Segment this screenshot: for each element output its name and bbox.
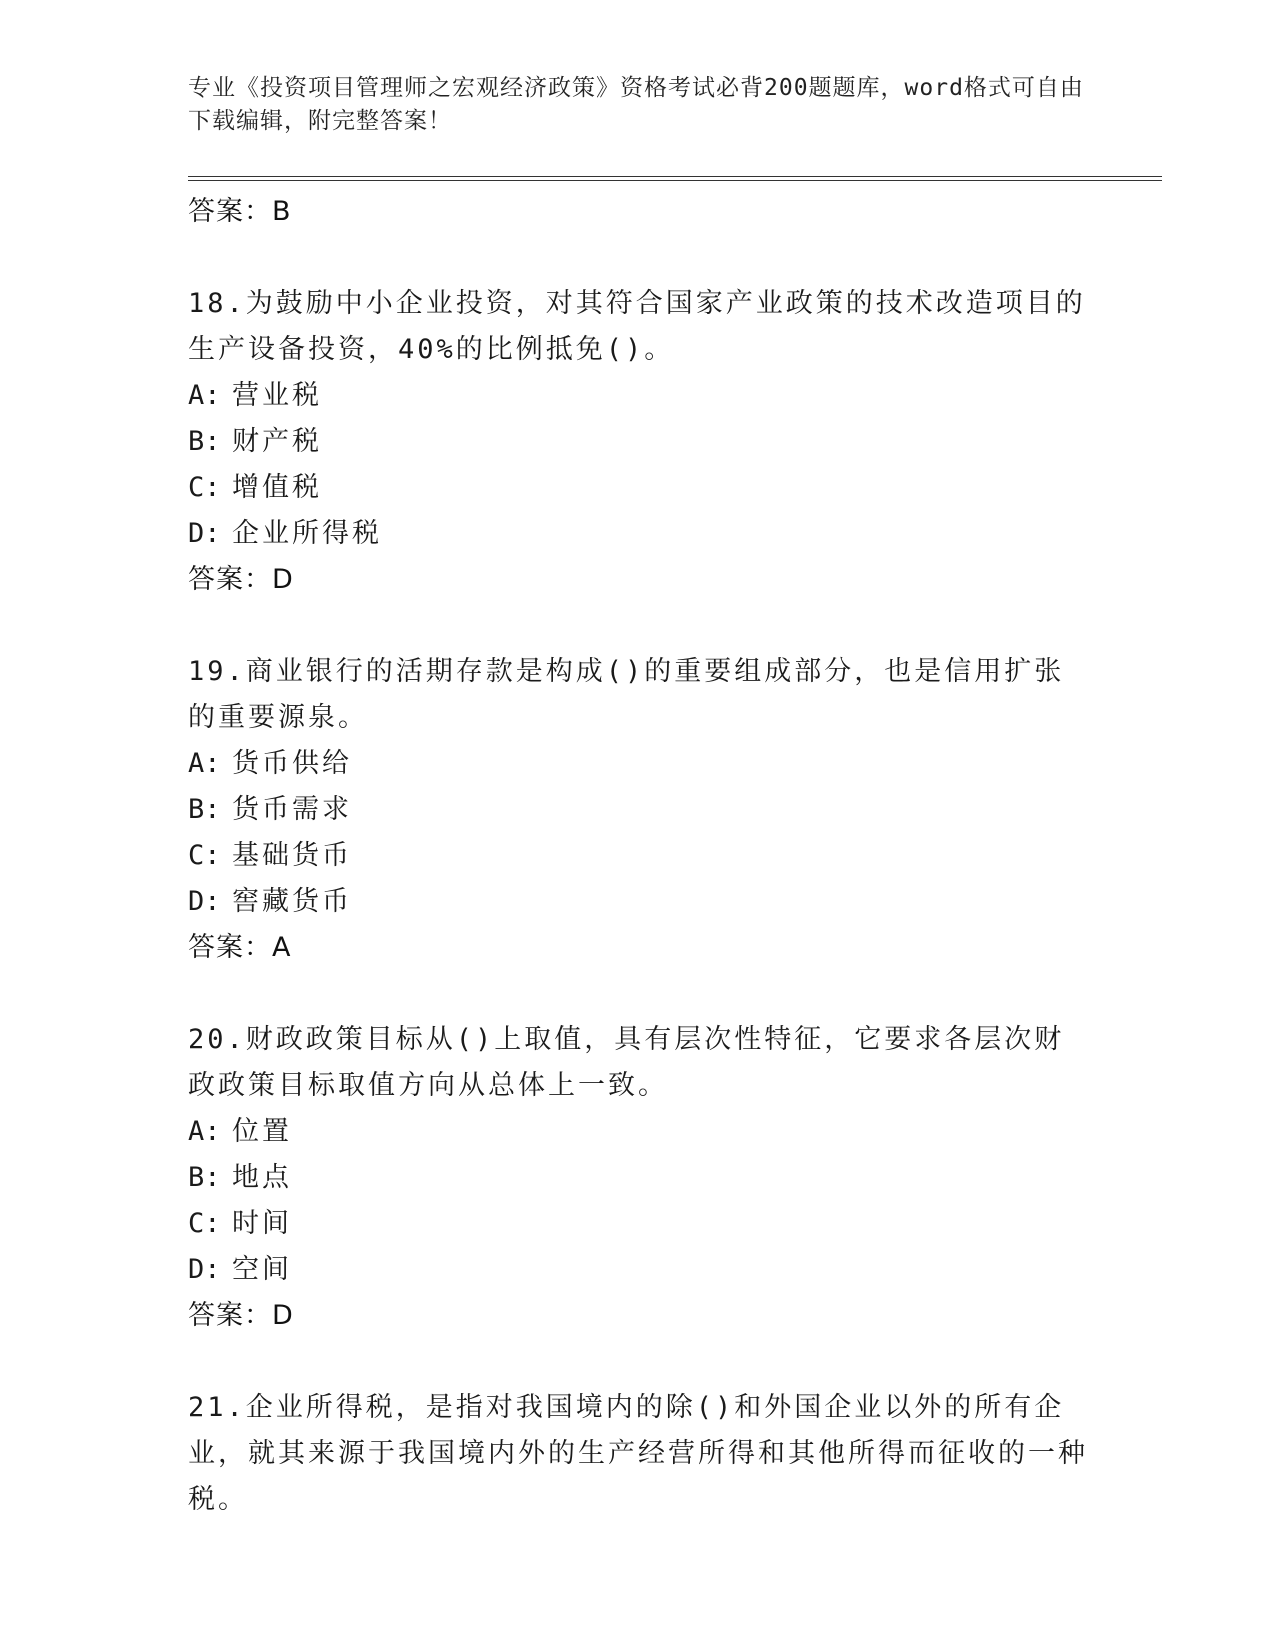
question-block [188,649,1088,971]
question-block [188,1017,1088,1339]
option-text: 窖藏货币 [232,886,352,917]
option-d [188,1247,1088,1293]
option-text: 增值税 [232,472,322,503]
question-stem: 19.商业银行的活期存款是构成()的重要组成部分，也是信用扩张的重要源泉。 [188,656,1065,733]
option-text: 基础货币 [232,840,352,871]
option-key: B: [188,1162,221,1193]
option-text: 空间 [232,1254,292,1285]
option-c [188,1201,1088,1247]
option-text: 时间 [232,1208,292,1239]
option-key: A: [188,380,221,411]
option-text: 地点 [232,1162,292,1193]
option-key: C: [188,472,221,503]
option-b [188,419,1088,465]
option-a [188,1109,1088,1155]
option-text: 财产税 [232,426,322,457]
answer-line: 答案：D [188,564,294,595]
question-stem: 20.财政政策目标从()上取值，具有层次性特征，它要求各层次财政政策目标取值方向从总体上一致。 [188,1024,1065,1101]
question-stem: 21.企业所得税，是指对我国境内的除()和外国企业以外的所有企业，就其来源于我国境内外的生产经营所得和其他所得而征收的一种税。 [188,1392,1088,1515]
document-header [188,72,1088,138]
question-stem: 18.为鼓励中小企业投资，对其符合国家产业政策的技术改造项目的生产设备投资，40%的比例抵免()。 [188,288,1086,365]
option-key: A: [188,1116,221,1147]
option-key: D: [188,518,221,549]
option-b [188,787,1088,833]
option-b [188,1155,1088,1201]
option-text: 营业税 [232,380,322,411]
answer-line: 答案：D [188,1300,294,1331]
option-text: 企业所得税 [232,518,382,549]
option-a [188,741,1088,787]
question-block [188,281,1088,603]
answer-line: 答案：B [188,196,292,227]
option-d [188,879,1088,925]
question-list [188,189,1088,1523]
header-double-rule [188,176,1162,181]
option-c [188,465,1088,511]
question-block [188,1385,1088,1523]
option-a [188,373,1088,419]
answer-line: 答案：A [188,932,292,963]
option-key: D: [188,886,221,917]
option-key: B: [188,426,221,457]
option-key: C: [188,1208,221,1239]
option-key: C: [188,840,221,871]
option-d [188,511,1088,557]
option-text: 货币需求 [232,794,352,825]
option-text: 位置 [232,1116,292,1147]
option-key: D: [188,1254,221,1285]
option-key: B: [188,794,221,825]
option-key: A: [188,748,221,779]
option-text: 货币供给 [232,748,352,779]
option-c [188,833,1088,879]
document-title: 专业《投资项目管理师之宏观经济政策》资格考试必背200题题库，word格式可自由下载编辑，附完整答案！ [188,75,1084,134]
